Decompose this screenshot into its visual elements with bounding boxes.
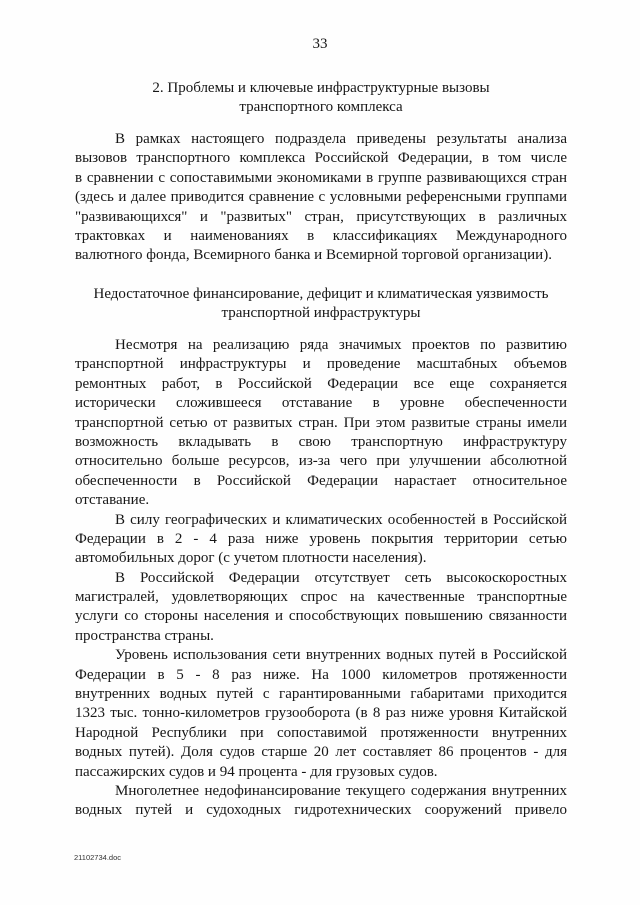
- body-paragraph: [75, 336, 567, 821]
- paragraph-line: возможность вкладывать в свою транспортную инфраструктуру: [75, 433, 567, 450]
- paragraph-line: (здесь и далее приводится сравнение с условными референсными группами: [75, 189, 567, 206]
- paragraph-line: В силу географических и климатических особенностей в Российской: [115, 511, 567, 528]
- paragraph-line: услуги со стороны населения и способствующих повышению связанности: [75, 608, 567, 625]
- paragraph-line: автомобильных дорог (с учетом плотности населения).: [75, 550, 427, 567]
- paragraph-line: Федерации в 5 - 8 раз ниже. На 1000 километров протяженности: [75, 666, 567, 683]
- subsection-heading: [75, 285, 567, 323]
- paragraph-line: В Российской Федерации отсутствует сеть высокоскоростных: [115, 569, 567, 586]
- paragraph-line: трактовках и наименованиях в классификациях Международного: [75, 227, 567, 244]
- paragraph-line: транспортной инфраструктуры и проведение масштабных объемов: [75, 356, 567, 373]
- paragraph-line: Уровень использования сети внутренних водных путей в Российской: [115, 647, 567, 664]
- intro-paragraph: [75, 130, 567, 266]
- paragraph-line: в сравнении с сопоставимыми экономиками в группе развивающихся стран: [75, 169, 567, 186]
- paragraph-line: магистралей, удовлетворяющих спрос на качественные транспортные: [75, 589, 567, 606]
- footer-filename: 21102734.doc: [74, 853, 121, 862]
- paragraph-line: В рамках настоящего подраздела приведены результаты анализа: [115, 131, 567, 147]
- paragraph-line: отставание.: [75, 492, 150, 509]
- paragraph-line: Многолетнее недофинансирование текущего содержания внутренних: [115, 782, 567, 799]
- paragraph-line: валютного фонда, Всемирного банка и Всемирной торговой организации).: [75, 247, 552, 264]
- paragraph-line: 1323 тыс. тонно-километров грузооборота (в 8 раз ниже уровня Китайской: [75, 705, 567, 722]
- section-heading-line: 2. Проблемы и ключевые инфраструктурные вызовы: [152, 80, 490, 96]
- paragraph-line: ремонтных работ, в Российской Федерации все еще сохраняется: [75, 375, 567, 392]
- paragraph-line: транспортной сетью от развитых стран. При этом развитые страны имели: [75, 414, 567, 431]
- paragraph-line: вызовов транспортного комплекса Российской Федерации, в том числе: [75, 150, 567, 167]
- paragraph-line: водных путей и судоходных гидротехнических сооружений привело: [75, 802, 567, 819]
- section-heading: [75, 79, 567, 117]
- paragraph-line: "развивающихся" и "развитых" стран, присутствующих в различных: [75, 208, 567, 225]
- subsection-heading-line: транспортной инфраструктуры: [221, 305, 421, 321]
- paragraph-line: исторически сложившееся отставание в уровне обеспеченности: [75, 395, 567, 412]
- paragraph-line: внутренних водных путей с гарантированными габаритами приходится: [75, 686, 567, 703]
- page-number: 33: [312, 36, 328, 52]
- paragraph-line: обеспеченности в Российской Федерации нарастает относительное: [75, 472, 567, 489]
- paragraph-line: Народной Республики при сопоставимой протяженности внутренних: [75, 724, 567, 741]
- subsection-heading-line: Недостаточное финансирование, дефицит и климатическая уязвимость: [93, 286, 549, 302]
- paragraph-line: пространства страны.: [75, 627, 214, 644]
- paragraph-line: пассажирских судов и 94 процента - для грузовых судов.: [75, 763, 438, 780]
- paragraph-line: относительно больше ресурсов, из-за чего при улучшении абсолютной: [75, 453, 567, 470]
- paragraph-line: Несмотря на реализацию ряда значимых проектов по развитию: [115, 337, 567, 353]
- section-heading-line: транспортного комплекса: [239, 99, 403, 115]
- paragraph-line: Федерации в 2 - 4 раза ниже уровень покрытия территории сетью: [75, 530, 567, 547]
- paragraph-line: водных путей). Доля судов старше 20 лет составляет 86 процентов - для: [75, 744, 567, 761]
